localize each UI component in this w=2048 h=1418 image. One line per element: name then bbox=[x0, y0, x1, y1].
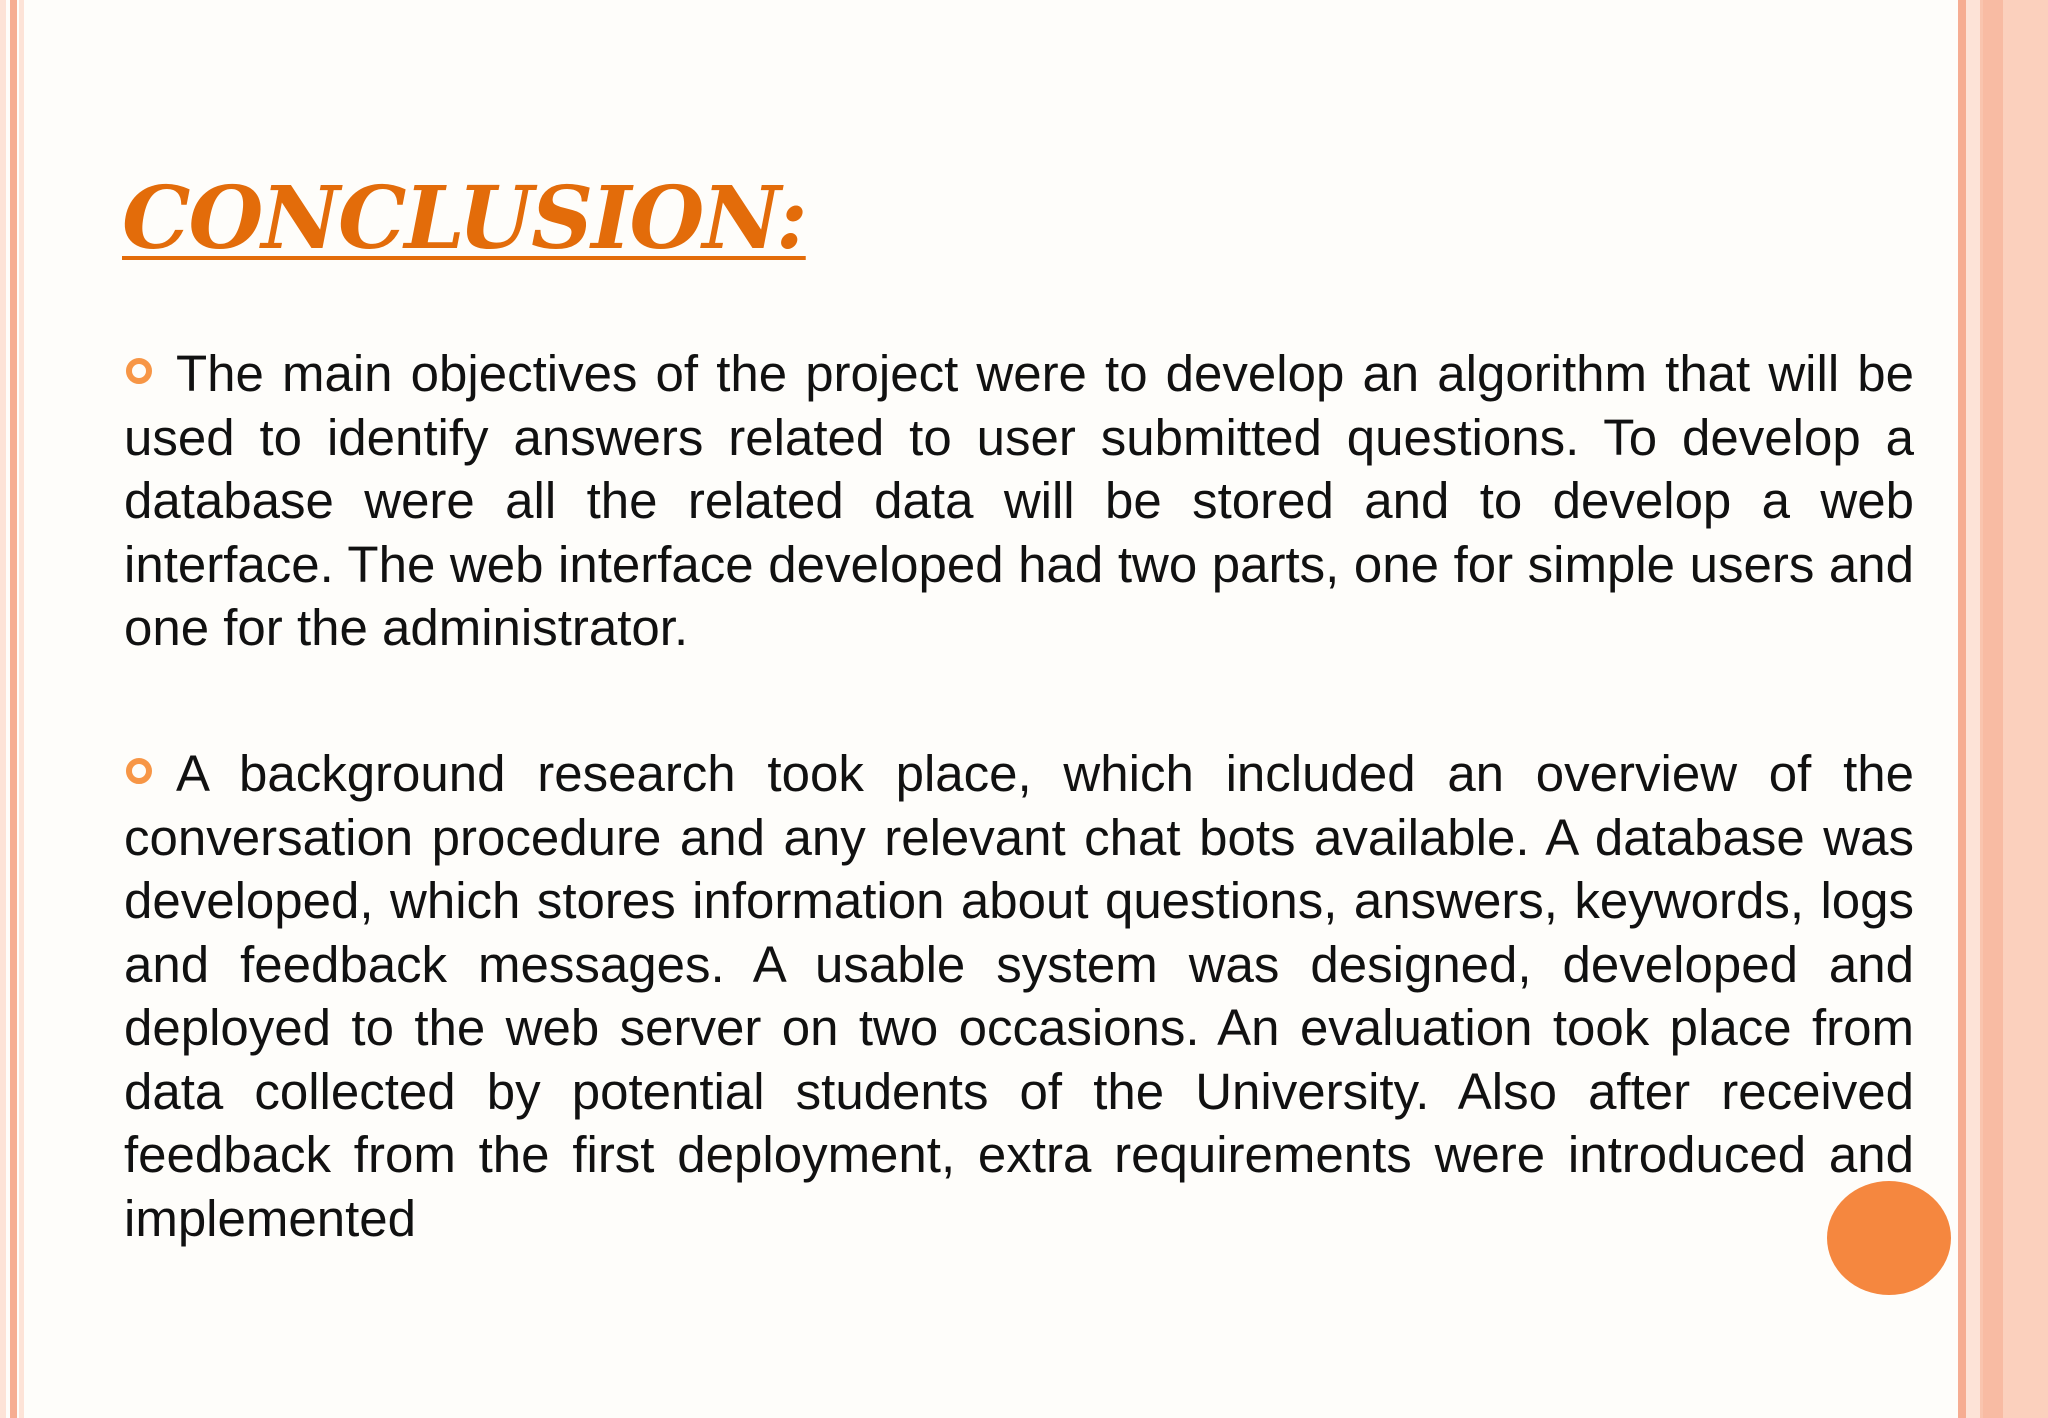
right-border-stripe bbox=[1958, 0, 1966, 1418]
bullet-text: The main objectives of the project were to develop an algorithm that will be used to identify answers related to user submitted questions. To develop a database were all the related data will be stored and to develop a web interface. The web interface developed had two parts, one for simple users and one for the administrator. bbox=[124, 345, 1914, 656]
slide-title: CONCLUSION: bbox=[122, 168, 806, 269]
left-border-stripe bbox=[19, 0, 24, 1418]
bullet-text: A background research took place, which included an overview of the conversation procedure and any relevant chat bots available. A database was developed, which stores information about questions, answers, keywords, logs and feedback messages. A usable system was designed, developed and deployed to the web server on two occasions. An evaluation took place from data collected by potential students of the University. Also after received feedback from the first deployment, extra requirements were introduced and implemented bbox=[124, 745, 1914, 1247]
right-border-stripe bbox=[1966, 0, 1980, 1418]
left-border-stripe bbox=[0, 0, 6, 1418]
bullet-paragraph bbox=[124, 742, 1914, 1250]
right-border-stripe bbox=[2003, 0, 2048, 1418]
left-border-stripe bbox=[10, 0, 17, 1418]
right-border-stripe bbox=[1983, 0, 2003, 1418]
hollow-circle-bullet-icon bbox=[126, 358, 152, 384]
bullet-paragraph bbox=[124, 342, 1914, 660]
hollow-circle-bullet-icon bbox=[126, 758, 152, 784]
orange-circle-decoration bbox=[1827, 1181, 1951, 1295]
